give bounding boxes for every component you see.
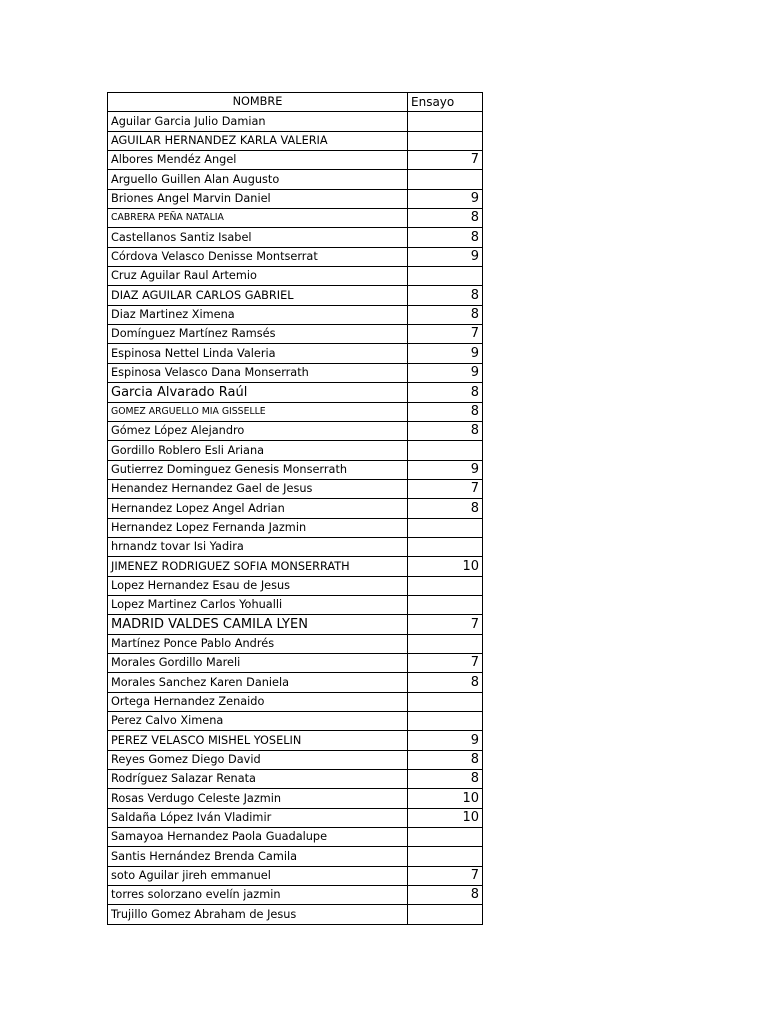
student-name-cell[interactable]: Gómez López Alejandro — [108, 421, 408, 440]
student-name-cell[interactable]: JIMENEZ RODRIGUEZ SOFIA MONSERRATH — [108, 557, 408, 576]
ensayo-score-cell[interactable] — [408, 712, 483, 731]
table-row — [108, 383, 483, 402]
ensayo-score-cell[interactable]: 9 — [408, 247, 483, 266]
student-name-cell[interactable]: Perez Calvo Ximena — [108, 712, 408, 731]
table-row — [108, 189, 483, 208]
student-name-cell[interactable]: Saldaña López Iván Vladimir — [108, 808, 408, 827]
student-name-cell[interactable]: Morales Gordillo Mareli — [108, 653, 408, 672]
table-row — [108, 151, 483, 170]
ensayo-score-cell[interactable] — [408, 518, 483, 537]
table-row — [108, 112, 483, 131]
table-row — [108, 750, 483, 769]
table-row — [108, 634, 483, 653]
table-row — [108, 537, 483, 556]
student-name-cell[interactable]: Castellanos Santiz Isabel — [108, 228, 408, 247]
student-name-cell[interactable]: Gutierrez Dominguez Genesis Monserrath — [108, 460, 408, 479]
ensayo-score-cell[interactable]: 8 — [408, 209, 483, 228]
student-name-cell[interactable]: Martínez Ponce Pablo Andrés — [108, 634, 408, 653]
student-name-cell[interactable]: Lopez Hernandez Esau de Jesus — [108, 576, 408, 595]
header-row — [108, 93, 483, 112]
student-name-cell[interactable]: AGUILAR HERNANDEZ KARLA VALERIA — [108, 131, 408, 150]
ensayo-score-cell[interactable]: 8 — [408, 499, 483, 518]
ensayo-score-cell[interactable] — [408, 112, 483, 131]
column-header-ensayo[interactable]: Ensayo — [408, 93, 483, 112]
table-row — [108, 828, 483, 847]
student-name-cell[interactable]: Samayoa Hernandez Paola Guadalupe — [108, 828, 408, 847]
student-name-cell[interactable]: Hernandez Lopez Fernanda Jazmin — [108, 518, 408, 537]
student-name-cell[interactable]: Arguello Guillen Alan Augusto — [108, 170, 408, 189]
student-name-cell[interactable]: GOMEZ ARGUELLO MIA GISSELLE — [108, 402, 408, 421]
table-row — [108, 808, 483, 827]
ensayo-score-cell[interactable]: 8 — [408, 770, 483, 789]
ensayo-score-cell[interactable]: 7 — [408, 615, 483, 634]
table-row — [108, 518, 483, 537]
ensayo-score-cell[interactable]: 8 — [408, 228, 483, 247]
ensayo-score-cell[interactable] — [408, 131, 483, 150]
student-name-cell[interactable]: Trujillo Gomez Abraham de Jesus — [108, 905, 408, 924]
table-row — [108, 344, 483, 363]
ensayo-score-cell[interactable]: 7 — [408, 325, 483, 344]
student-name-cell[interactable]: Diaz Martinez Ximena — [108, 305, 408, 324]
student-name-cell[interactable]: CABRERA PEÑA NATALIA — [108, 209, 408, 228]
ensayo-score-cell[interactable] — [408, 692, 483, 711]
ensayo-score-cell[interactable] — [408, 576, 483, 595]
table-row — [108, 653, 483, 672]
student-name-cell[interactable]: MADRID VALDES CAMILA LYEN — [108, 615, 408, 634]
ensayo-score-cell[interactable]: 7 — [408, 151, 483, 170]
ensayo-score-cell[interactable] — [408, 537, 483, 556]
table-row — [108, 305, 483, 324]
student-name-cell[interactable]: Henandez Hernandez Gael de Jesus — [108, 479, 408, 498]
ensayo-score-cell[interactable] — [408, 828, 483, 847]
student-name-cell[interactable]: torres solorzano evelín jazmin — [108, 886, 408, 905]
student-name-cell[interactable]: Espinosa Nettel Linda Valeria — [108, 344, 408, 363]
ensayo-score-cell[interactable] — [408, 267, 483, 286]
table-row — [108, 770, 483, 789]
student-name-cell[interactable]: Garcia Alvarado Raúl — [108, 383, 408, 402]
table-row — [108, 363, 483, 382]
table-row — [108, 866, 483, 885]
column-header-name[interactable]: NOMBRE — [108, 93, 408, 112]
ensayo-score-cell[interactable]: 8 — [408, 886, 483, 905]
student-name-cell[interactable]: Santis Hernández Brenda Camila — [108, 847, 408, 866]
student-name-cell[interactable]: Briones Angel Marvin Daniel — [108, 189, 408, 208]
table-row — [108, 131, 483, 150]
student-name-cell[interactable]: Cruz Aguilar Raul Artemio — [108, 267, 408, 286]
ensayo-score-cell[interactable]: 8 — [408, 673, 483, 692]
ensayo-score-cell[interactable]: 8 — [408, 286, 483, 305]
table-row — [108, 228, 483, 247]
student-name-cell[interactable]: Reyes Gomez Diego David — [108, 750, 408, 769]
student-name-cell[interactable]: hrnandz tovar Isi Yadira — [108, 537, 408, 556]
table-row — [108, 789, 483, 808]
ensayo-score-cell[interactable]: 10 — [408, 789, 483, 808]
ensayo-score-cell[interactable]: 8 — [408, 421, 483, 440]
ensayo-score-cell[interactable] — [408, 595, 483, 614]
ensayo-score-cell[interactable]: 9 — [408, 460, 483, 479]
table-row — [108, 712, 483, 731]
table-row — [108, 595, 483, 614]
table-row — [108, 557, 483, 576]
student-name-cell[interactable]: Rosas Verdugo Celeste Jazmin — [108, 789, 408, 808]
student-name-cell[interactable]: Aguilar Garcia Julio Damian — [108, 112, 408, 131]
table-row — [108, 673, 483, 692]
ensayo-score-cell[interactable]: 9 — [408, 344, 483, 363]
table-row — [108, 286, 483, 305]
table-row — [108, 247, 483, 266]
ensayo-score-cell[interactable]: 9 — [408, 189, 483, 208]
student-name-cell[interactable]: Domínguez Martínez Ramsés — [108, 325, 408, 344]
ensayo-score-cell[interactable] — [408, 847, 483, 866]
student-name-cell[interactable]: Albores Mendéz Angel — [108, 151, 408, 170]
ensayo-score-cell[interactable]: 7 — [408, 866, 483, 885]
table-body — [108, 112, 483, 924]
table-row — [108, 731, 483, 750]
ensayo-score-cell[interactable]: 8 — [408, 383, 483, 402]
table-row — [108, 402, 483, 421]
ensayo-score-cell[interactable] — [408, 905, 483, 924]
table-row — [108, 460, 483, 479]
student-name-cell[interactable]: Córdova Velasco Denisse Montserrat — [108, 247, 408, 266]
ensayo-score-cell[interactable]: 7 — [408, 479, 483, 498]
table-row — [108, 576, 483, 595]
table-row — [108, 615, 483, 634]
ensayo-score-cell[interactable]: 10 — [408, 557, 483, 576]
table-row — [108, 479, 483, 498]
student-name-cell[interactable]: Lopez Martinez Carlos Yohualli — [108, 595, 408, 614]
ensayo-score-cell[interactable] — [408, 634, 483, 653]
student-name-cell[interactable]: PEREZ VELASCO MISHEL YOSELIN — [108, 731, 408, 750]
table-row — [108, 692, 483, 711]
table-row — [108, 886, 483, 905]
table-row — [108, 170, 483, 189]
ensayo-score-cell[interactable] — [408, 441, 483, 460]
ensayo-score-cell[interactable]: 10 — [408, 808, 483, 827]
student-name-cell[interactable]: Ortega Hernandez Zenaido — [108, 692, 408, 711]
ensayo-score-cell[interactable]: 7 — [408, 653, 483, 672]
ensayo-score-cell[interactable]: 8 — [408, 750, 483, 769]
table-row — [108, 267, 483, 286]
table-row — [108, 209, 483, 228]
table-row — [108, 421, 483, 440]
student-name-cell[interactable]: Rodríguez Salazar Renata — [108, 770, 408, 789]
ensayo-score-cell[interactable] — [408, 170, 483, 189]
student-name-cell[interactable]: Espinosa Velasco Dana Monserrath — [108, 363, 408, 382]
table-row — [108, 441, 483, 460]
student-name-cell[interactable]: Hernandez Lopez Angel Adrian — [108, 499, 408, 518]
student-name-cell[interactable]: soto Aguilar jireh emmanuel — [108, 866, 408, 885]
student-name-cell[interactable]: Morales Sanchez Karen Daniela — [108, 673, 408, 692]
table-row — [108, 325, 483, 344]
ensayo-score-cell[interactable]: 8 — [408, 402, 483, 421]
ensayo-score-cell[interactable]: 8 — [408, 305, 483, 324]
ensayo-score-cell[interactable]: 9 — [408, 363, 483, 382]
ensayo-score-cell[interactable]: 9 — [408, 731, 483, 750]
table-row — [108, 847, 483, 866]
grades-table — [107, 92, 483, 925]
table-row — [108, 905, 483, 924]
table-row — [108, 499, 483, 518]
student-name-cell[interactable]: DIAZ AGUILAR CARLOS GABRIEL — [108, 286, 408, 305]
student-name-cell[interactable]: Gordillo Roblero Esli Ariana — [108, 441, 408, 460]
